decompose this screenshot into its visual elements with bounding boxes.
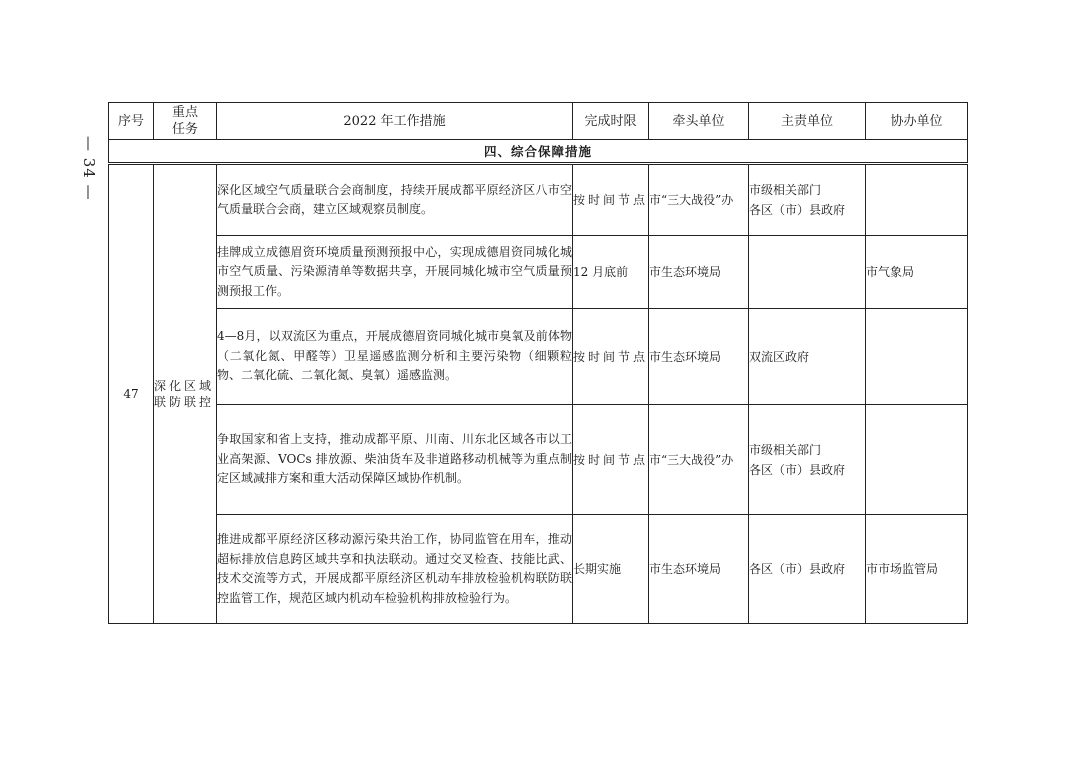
- responsible-unit-cell: 各区（市）县政府: [749, 515, 866, 624]
- header-lead: 牵头单位: [649, 103, 749, 140]
- header-task-line2: 任务: [171, 122, 198, 137]
- table-row: [109, 164, 968, 236]
- assist-unit-cell: [866, 309, 968, 405]
- header-no: 序号: [109, 103, 154, 140]
- lead-unit-cell: 市生态环境局: [649, 515, 749, 624]
- deadline-cell: 12 月底前: [573, 236, 649, 309]
- table-row: [109, 405, 968, 515]
- assist-unit-cell: 市气象局: [866, 236, 968, 309]
- measure-cell: 4—8月，以双流区为重点，开展成德眉资同城化城市臭氧及前体物（二氧化氮、甲醛等）卫星遥感监测分析和主要污染物（细颗粒物、二氧化硫、二氧化氮、臭氧）遥感监测。: [217, 309, 573, 405]
- lead-unit-cell: 市生态环境局: [649, 309, 749, 405]
- lead-unit-cell: 市生态环境局: [649, 236, 749, 309]
- lead-unit-cell: 市“三大战役”办: [649, 164, 749, 236]
- assist-unit-cell: [866, 164, 968, 236]
- assist-unit-cell: 市市场监管局: [866, 515, 968, 624]
- page-number: — 34 —: [80, 135, 98, 201]
- measure-cell: 争取国家和省上支持，推动成都平原、川南、川东北区域各市以工业高架源、VOCs 排放源、柴油货车及非道路移动机械等为重点制定区域减排方案和重大活动保障区域协作机制。: [217, 405, 573, 515]
- header-deadline: 完成时限: [573, 103, 649, 140]
- section-title: 四、综合保障措施: [109, 140, 968, 164]
- responsible-unit-cell: 双流区政府: [749, 309, 866, 405]
- lead-unit-cell: 市“三大战役”办: [649, 405, 749, 515]
- section-row: [109, 140, 968, 164]
- responsible-unit-cell: 市级相关部门 各区（市）县政府: [749, 405, 866, 515]
- table-row: [109, 309, 968, 405]
- row-number: 47: [109, 164, 154, 624]
- responsible-unit-cell: [749, 236, 866, 309]
- header-assist: 协办单位: [866, 103, 968, 140]
- header-responsible: 主责单位: [749, 103, 866, 140]
- key-task: 深化区域联防联控: [154, 164, 217, 624]
- measures-table: [108, 102, 968, 624]
- deadline-cell: 按时间节点: [573, 164, 649, 236]
- header-task: [154, 103, 217, 140]
- deadline-cell: 按时间节点: [573, 309, 649, 405]
- header-measures: 2022 年工作措施: [217, 103, 573, 140]
- measure-cell: 挂牌成立成德眉资环境质量预测预报中心，实现成德眉资同城化城市空气质量、污染源清单等数据共享，开展同城化城市空气质量预测预报工作。: [217, 236, 573, 309]
- measure-cell: 深化区域空气质量联合会商制度，持续开展成都平原经济区八市空气质量联合会商，建立区域观察员制度。: [217, 164, 573, 236]
- header-row: [109, 103, 968, 140]
- measure-cell: 推进成都平原经济区移动源污染共治工作，协同监管在用车，推动超标排放信息跨区域共享和执法联动。通过交叉检查、技能比武、技术交流等方式，开展成都平原经济区机动车排放检验机构联防联控监管工作，规范区域内机动车检验机构排放检验行为。: [217, 515, 573, 624]
- table-row: [109, 236, 968, 309]
- assist-unit-cell: [866, 405, 968, 515]
- header-task-line1: 重点: [171, 105, 198, 120]
- responsible-unit-cell: 市级相关部门 各区（市）县政府: [749, 164, 866, 236]
- deadline-cell: 按时间节点: [573, 405, 649, 515]
- table-row: [109, 515, 968, 624]
- deadline-cell: 长期实施: [573, 515, 649, 624]
